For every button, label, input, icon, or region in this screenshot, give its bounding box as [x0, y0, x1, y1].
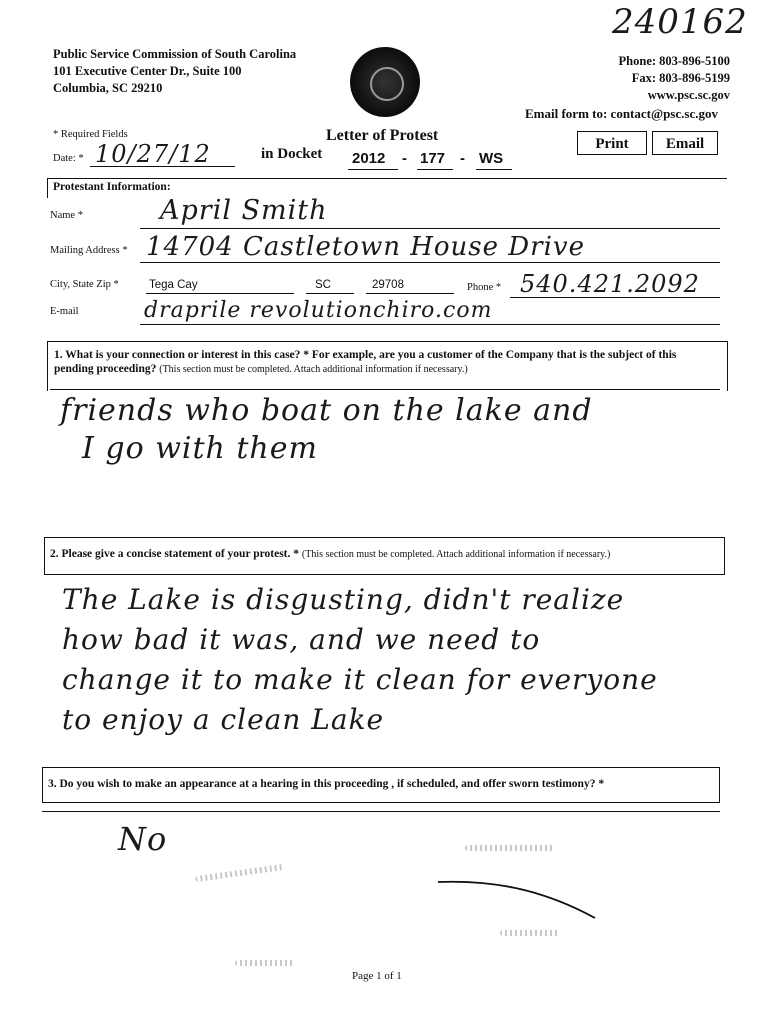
- scan-smudge: [235, 960, 295, 966]
- question-3-answer[interactable]: No: [118, 820, 168, 858]
- phone-number: Phone: 803-896-5100: [618, 54, 730, 68]
- email-form-instruction: Email form to: contact@psc.sc.gov: [525, 106, 718, 121]
- name-field[interactable]: April Smith: [160, 195, 328, 226]
- question-1-note: (This section must be completed. Attach additional information if necessary.): [159, 364, 468, 375]
- date-label: Date: *: [53, 153, 84, 164]
- required-fields-note: * Required Fields: [53, 129, 128, 140]
- pen-stroke: [420, 870, 610, 930]
- protestant-section-label: Protestant Information:: [53, 181, 171, 193]
- scan-smudge: [195, 864, 285, 882]
- question-1-answer[interactable]: [60, 392, 740, 468]
- org-name: Public Service Commission of South Carolina: [53, 47, 297, 61]
- question-2-prompt: 2. Please give a concise statement of your protest. *: [50, 548, 300, 560]
- docket-number-field[interactable]: 177: [420, 150, 446, 167]
- docket-year-field[interactable]: 2012: [352, 150, 386, 167]
- email-button[interactable]: Email: [652, 131, 718, 155]
- zip-field[interactable]: 29708: [372, 279, 404, 291]
- state-seal-logo: [350, 47, 420, 117]
- document-number-stamp: 240162: [612, 2, 748, 42]
- phone-label: Phone *: [467, 282, 502, 293]
- docket-separator: -: [460, 150, 465, 167]
- question-1-prompt: 1. What is your connection or interest in this case? * For example, are you a customer of the Company that is the subject of this pending proceeding?: [54, 349, 677, 375]
- answer-line: friends who boat on the lake and: [60, 393, 593, 428]
- answer-line: how bad it was, and we need to: [62, 623, 541, 656]
- scan-smudge: [465, 845, 555, 851]
- question-2-answer[interactable]: [62, 580, 762, 740]
- docket-type-field[interactable]: WS: [479, 150, 504, 167]
- docket-label: in Docket: [261, 146, 323, 162]
- question-1-text: [54, 348, 714, 377]
- phone-field[interactable]: 540.421.2092: [520, 270, 700, 298]
- fax-number: Fax: 803-896-5199: [631, 71, 730, 85]
- question-2-text: [50, 547, 720, 562]
- organization-address: [53, 46, 296, 97]
- city-field[interactable]: Tega Cay: [149, 279, 198, 291]
- email-field[interactable]: draprile revolutionchiro.com: [144, 298, 493, 323]
- page-number: Page 1 of 1: [352, 970, 402, 982]
- address-label: Mailing Address *: [50, 245, 128, 256]
- answer-line: change it to make it clean for everyone: [62, 663, 658, 696]
- org-street: 101 Executive Center Dr., Suite 100: [53, 64, 242, 78]
- docket-separator: -: [402, 150, 407, 167]
- city-state-zip-label: City, State Zip *: [50, 279, 119, 290]
- scan-smudge: [500, 930, 560, 936]
- date-field[interactable]: 10/27/12: [95, 140, 211, 168]
- email-label: E-mail: [50, 306, 79, 317]
- question-3-text: 3. Do you wish to make an appearance at a hearing in this proceeding , if scheduled, and offer sworn testimony? *: [48, 778, 605, 790]
- state-field[interactable]: SC: [315, 279, 331, 291]
- mailing-address-field[interactable]: 14704 Castletown House Drive: [146, 232, 585, 262]
- page-title: Letter of Protest: [326, 127, 439, 144]
- org-city: Columbia, SC 29210: [53, 81, 163, 95]
- print-button[interactable]: Print: [577, 131, 647, 155]
- question-2-note: (This section must be completed. Attach additional information if necessary.): [301, 549, 611, 560]
- answer-line: The Lake is disgusting, didn't realize: [62, 583, 625, 616]
- name-label: Name *: [50, 210, 83, 221]
- contact-info: [619, 53, 730, 104]
- answer-line: to enjoy a clean Lake: [62, 703, 385, 736]
- website-link[interactable]: www.psc.sc.gov: [647, 88, 730, 102]
- answer-line: I go with them: [82, 431, 318, 466]
